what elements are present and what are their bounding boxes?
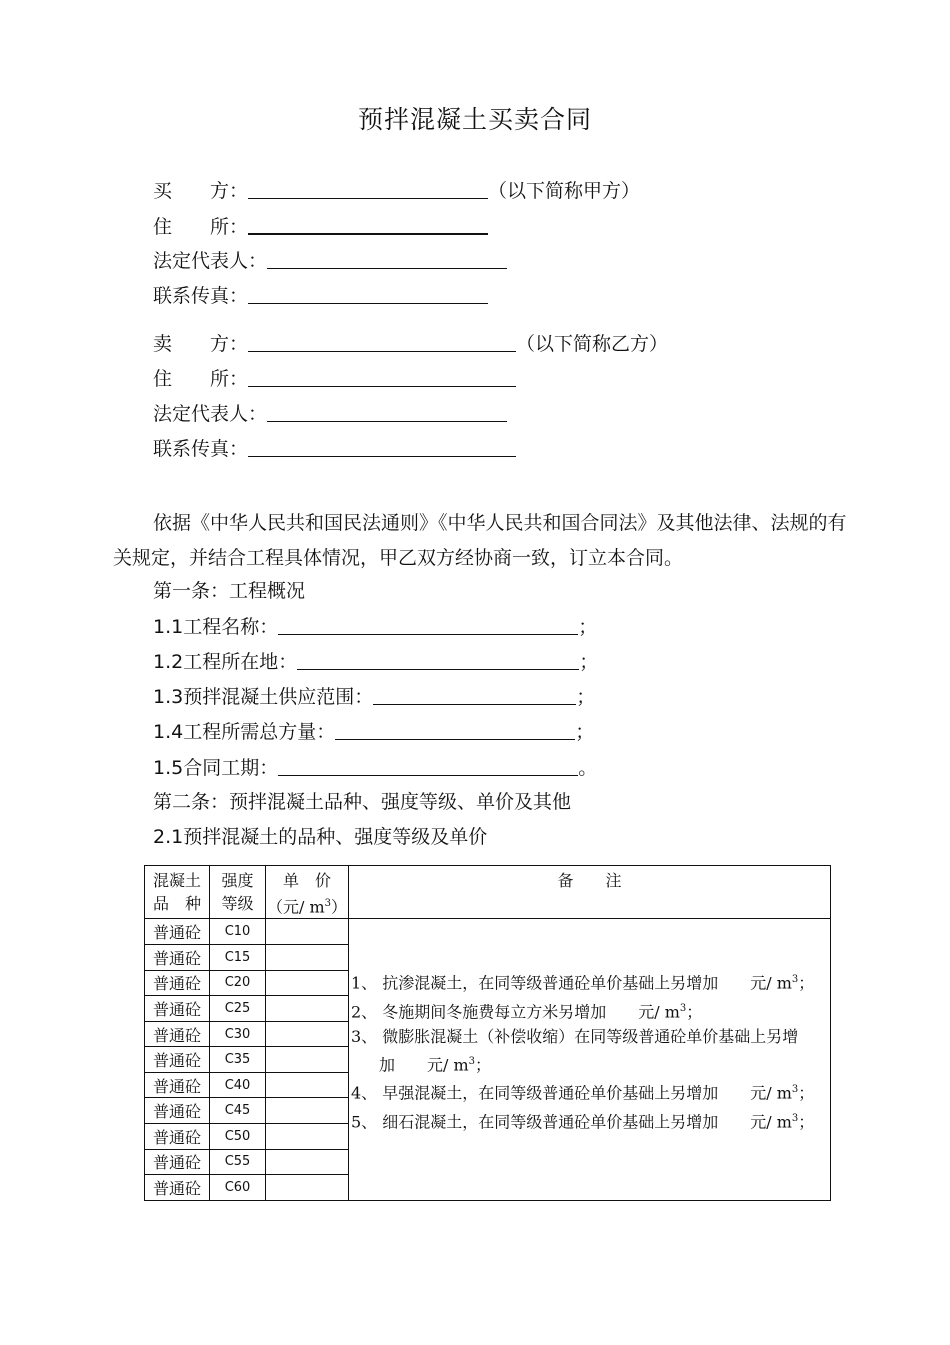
buyer-address-line (153, 213, 488, 239)
unit-price-cell[interactable] (266, 1021, 349, 1047)
article1-item-5 (153, 755, 597, 781)
strength-grade-cell: C40 (210, 1072, 266, 1098)
strength-grade-cell: C35 (210, 1047, 266, 1073)
article2-heading: 第二条：预拌混凝土品种、强度等级、单价及其他 (153, 791, 572, 813)
buyer-address-blank[interactable] (248, 213, 488, 235)
item-label: 工程名称： (183, 616, 279, 638)
buyer-rep-label: 法定代表人： (153, 250, 268, 272)
unit-price-cell[interactable] (266, 1098, 349, 1124)
concrete-type-cell: 普通砼 (145, 1098, 210, 1124)
seller-rep-blank[interactable] (267, 401, 507, 422)
seller-party-label: 卖 方： (153, 333, 249, 355)
unit-price-cell[interactable] (266, 919, 349, 945)
seller-rep-label: 法定代表人： (153, 403, 268, 425)
header-price: 单 价 （元/ $m^3$） (266, 866, 349, 919)
item-label: 工程所需总方量： (183, 721, 336, 743)
article2-subheading (153, 824, 487, 850)
note-item-3: 3、 微膨胀混凝土（补偿收缩）在同等级普通砼单价基础上另增 (351, 1026, 799, 1046)
document-title: 预拌混凝土买卖合同 (357, 105, 592, 134)
buyer-party-line (153, 178, 640, 204)
buyer-rep-line (153, 248, 507, 274)
note-item-4: 4、 早强混凝土，在同等级普通砼单价基础上另增加 元/ $m^3$； (351, 1083, 815, 1103)
article1-item-3 (153, 684, 595, 710)
strength-grade-cell: C25 (210, 996, 266, 1022)
unit-price-cell[interactable] (266, 1175, 349, 1201)
article1-item-4 (153, 719, 594, 745)
note-item-1: 1、 抗渗混凝土，在同等级普通砼单价基础上另增加 元/ $m^3$； (351, 973, 815, 993)
buyer-party-label: 买 方： (153, 180, 249, 202)
unit-price-cell[interactable] (266, 944, 349, 970)
item-end: ； (578, 616, 598, 638)
seller-contact-label: 联系传真： (153, 438, 249, 460)
item-end: ； (579, 651, 599, 673)
header-notes: 备 注 (349, 866, 831, 919)
price-table (144, 865, 831, 1201)
contract-period-blank[interactable] (278, 755, 578, 776)
buyer-contact-label: 联系传真： (153, 285, 249, 307)
item-label: 合同工期： (183, 757, 279, 779)
note-item-3-cont: 加 元/ $m^3$； (379, 1055, 492, 1075)
strength-grade-cell: C55 (210, 1149, 266, 1175)
item-end: 。 (578, 757, 598, 779)
concrete-type-cell: 普通砼 (145, 1047, 210, 1073)
concrete-type-cell: 普通砼 (145, 970, 210, 996)
header-type: 混凝土 品 种 (145, 866, 210, 919)
item-number: 1.5 (153, 757, 184, 779)
article1-item-1 (153, 614, 597, 640)
concrete-type-cell: 普通砼 (145, 944, 210, 970)
strength-grade-cell: C50 (210, 1124, 266, 1150)
project-name-blank[interactable] (278, 614, 578, 635)
unit-price-cell[interactable] (266, 1124, 349, 1150)
item-label: 预拌混凝土供应范围： (183, 686, 374, 708)
subheading-text: 预拌混凝土的品种、强度等级及单价 (183, 826, 488, 848)
concrete-type-cell: 普通砼 (145, 1175, 210, 1201)
article1-item-2 (153, 649, 598, 675)
unit-price-cell[interactable] (266, 1072, 349, 1098)
seller-party-line (153, 331, 668, 357)
strength-grade-cell: C30 (210, 1021, 266, 1047)
note-item-2: 2、 冬施期间冬施费每立方米另增加 元/ $m^3$； (351, 1001, 703, 1021)
item-number: 1.1 (153, 616, 184, 638)
strength-grade-cell: C10 (210, 919, 266, 945)
table-row (145, 919, 831, 945)
item-number: 1.4 (153, 721, 184, 743)
item-number: 1.2 (153, 651, 184, 673)
strength-grade-cell: C45 (210, 1098, 266, 1124)
concrete-type-cell: 普通砼 (145, 996, 210, 1022)
concrete-type-cell: 普通砼 (145, 1149, 210, 1175)
seller-party-note: （以下简称乙方） (516, 333, 669, 355)
concrete-type-cell: 普通砼 (145, 1124, 210, 1150)
article1-heading: 第一条：工程概况 (153, 580, 306, 602)
seller-contact-blank[interactable] (248, 436, 516, 457)
item-number: 1.3 (153, 686, 184, 708)
seller-contact-line (153, 436, 516, 462)
seller-address-blank[interactable] (248, 366, 516, 387)
item-label: 工程所在地： (183, 651, 298, 673)
subheading-number: 2.1 (153, 826, 184, 848)
buyer-contact-blank[interactable] (248, 283, 488, 304)
buyer-address-label: 住 所： (153, 216, 249, 238)
header-grade: 强度 等级 (210, 866, 266, 919)
buyer-rep-blank[interactable] (267, 248, 507, 269)
intro-paragraph: 依据《中华人民共和国民法通则》《中华人民共和国合同法》及其他法律、法规的有关规定，并结合工程具体情况，甲乙双方经协商一致，订立本合同。 (113, 512, 847, 569)
seller-address-line (153, 366, 516, 392)
table-header-row (145, 866, 831, 919)
project-location-blank[interactable] (297, 649, 579, 670)
strength-grade-cell: C20 (210, 970, 266, 996)
supply-scope-blank[interactable] (373, 684, 576, 705)
seller-party-blank[interactable] (248, 331, 516, 352)
seller-rep-line (153, 401, 507, 427)
buyer-contact-line (153, 283, 488, 309)
concrete-type-cell: 普通砼 (145, 1021, 210, 1047)
buyer-party-note: （以下简称甲方） (488, 180, 641, 202)
strength-grade-cell: C15 (210, 944, 266, 970)
note-item-5: 5、 细石混凝土，在同等级普通砼单价基础上另增加 元/ $m^3$； (351, 1111, 815, 1131)
notes-cell (349, 919, 831, 1201)
unit-price-cell[interactable] (266, 970, 349, 996)
total-volume-blank[interactable] (335, 719, 575, 740)
strength-grade-cell: C60 (210, 1175, 266, 1201)
unit-price-cell[interactable] (266, 1149, 349, 1175)
unit-price-cell[interactable] (266, 1047, 349, 1073)
item-end: ； (576, 686, 596, 708)
seller-address-label: 住 所： (153, 368, 249, 390)
item-end: ； (575, 721, 595, 743)
concrete-type-cell: 普通砼 (145, 919, 210, 945)
buyer-party-blank[interactable] (248, 178, 488, 199)
unit-price-cell[interactable] (266, 996, 349, 1022)
concrete-type-cell: 普通砼 (145, 1072, 210, 1098)
